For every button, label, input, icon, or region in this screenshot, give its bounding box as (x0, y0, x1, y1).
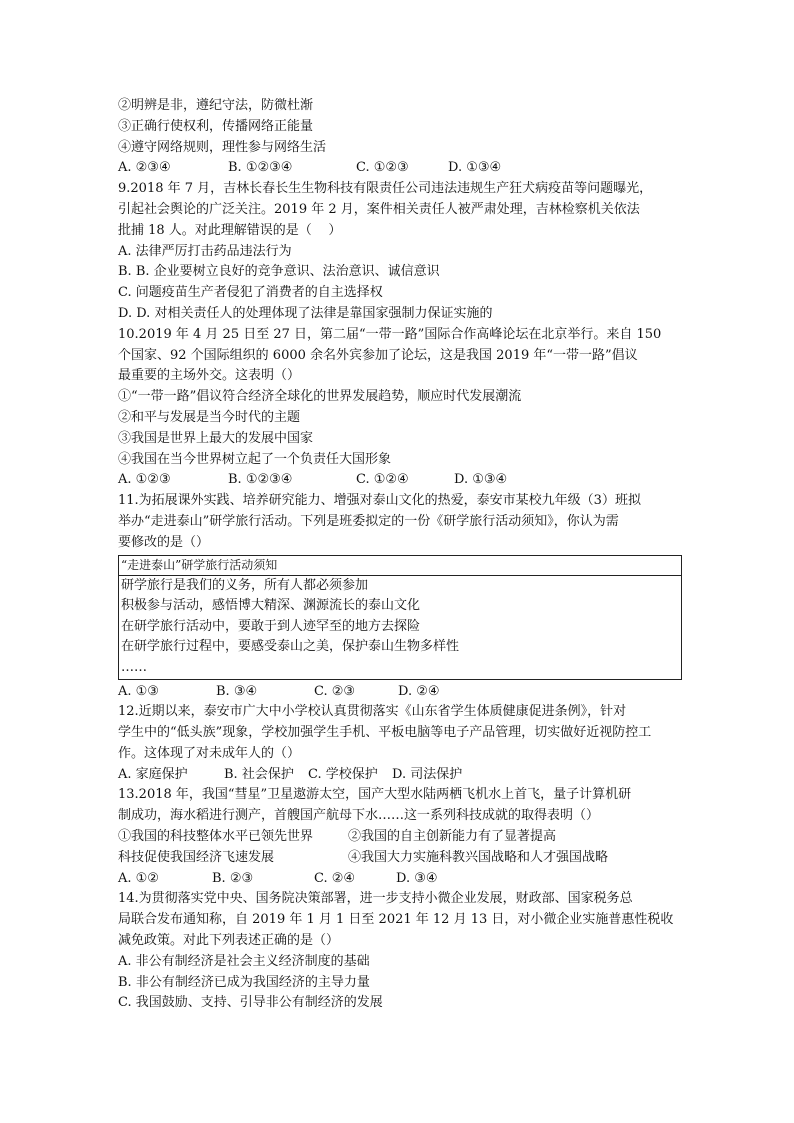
option-a: A. 非公有制经济是社会主义经济制度的基础 (118, 953, 370, 969)
choice-row (118, 848, 688, 869)
question-text: 要修改的是（） (118, 534, 210, 550)
option-a: A. 家庭保护 (118, 766, 188, 782)
option-d: D. ①③④ (448, 160, 502, 176)
option-c: C. ①②③ (356, 160, 409, 176)
question-text: 14.为贯彻落实党中央、国务院决策部署，进一步支持小微企业发展，财政部、国家税务总 (118, 891, 633, 907)
question-text: 作。这体现了对未成年人的（） (118, 745, 301, 761)
notice-row: 在研学旅行过程中，要感受泰山之美，保护泰山生物多样性 (121, 639, 460, 655)
question-10 (118, 325, 688, 491)
notice-row: 研学旅行是我们的义务，所有人都必须参加 (121, 577, 369, 593)
choice-item: ②明辨是非，遵纪守法，防微杜渐 (118, 98, 314, 113)
option-c: C. ②③ (314, 683, 356, 699)
option-d: D. ③④ (396, 870, 438, 886)
choice-item: ①我国的科技整体水平已领先世界 (118, 829, 314, 845)
answer-options (118, 765, 688, 786)
question-13 (118, 785, 688, 889)
question-text: 减免政策。对此下列表述正确的是（） (118, 933, 340, 949)
question-text: 个国家、92 个国际组织的 6000 余名外宾参加了论坛，这是我国 2019 年“一带一路”倡议 (118, 347, 638, 363)
question-text: 学生中的“低头族”现象，学校加强学生手机、平板电脑等电子产品管理，切实做好近视防控工 (118, 725, 652, 741)
question-text: 举办“走进泰山”研学旅行活动。下列是班委拟定的一份《研学旅行活动须知》，你认为需 (118, 513, 619, 529)
question-14 (118, 889, 688, 1014)
question-text: 11.为拓展课外实践、培养研究能力、增强对泰山文化的热爱，泰安市某校九年级（3）班拟 (118, 493, 641, 509)
notice-row: …… (121, 659, 147, 675)
option-b: B. 非公有制经济已成为我国经济的主导力量 (118, 974, 370, 990)
option-c: C. 学校保护 (308, 766, 378, 782)
option-b: B. ①②③④ (228, 472, 293, 488)
choice-item: ②我国的自主创新能力有了显著提高 (348, 829, 557, 845)
option-b: B. ③④ (216, 683, 258, 699)
option-a: A. 法律严厉打击药品违法行为 (118, 243, 292, 259)
answer-options (118, 682, 688, 703)
question-text: 10.2019 年 4 月 25 日至 27 日，第二届“一带一路”国际合作高峰论坛在北京举行。来自 150 (118, 326, 662, 342)
question-9 (118, 179, 688, 325)
choice-item: ④我国在当今世界树立起了一个负责任大国形象 (118, 451, 392, 467)
choice-row (118, 827, 688, 848)
prev-question (118, 96, 688, 179)
option-c: C. ②④ (314, 870, 356, 886)
choice-item: ③正确行使权利，传播网络正能量 (118, 118, 314, 134)
question-text: 9.2018 年 7 月，吉林长春长生生物科技有限责任公司违法违规生产狂犬病疫苗等问题曝光， (118, 181, 653, 197)
question-text: 制成功，海水稻进行测产，首艘国产航母下水……这一系列科技成就的取得表明（） (118, 808, 600, 824)
notice-row: 在研学旅行活动中，要敢于到人迹罕至的地方去探险 (121, 618, 421, 634)
option-c: C. 我国鼓励、支持、引导非公有制经济的发展 (118, 995, 383, 1011)
choice-item: 科技促使我国经济飞速发展 (118, 849, 275, 865)
option-b: B. ②③ (212, 870, 254, 886)
option-b: B. B. 企业要树立良好的竞争意识、法治意识、诚信意识 (118, 264, 440, 280)
question-text: 13.2018 年，我国“彗星”卫星遨游太空，国产大型水陆两栖飞机水上首飞，量子计算机研 (118, 787, 632, 803)
choice-item: ③我国是世界上最大的发展中国家 (118, 430, 314, 446)
option-c: C. ①②④ (356, 472, 409, 488)
option-a: A. ①③ (118, 683, 159, 699)
option-d: D. D. 对相关责任人的处理体现了法律是靠国家强制力保证实施的 (118, 305, 493, 321)
exam-page (118, 96, 688, 1014)
option-c: C. 问题疫苗生产者侵犯了消费者的自主选择权 (118, 285, 383, 301)
choice-item: ④遵守网络规则，理性参与网络生活 (118, 139, 327, 155)
notice-box (118, 555, 682, 680)
option-d: D. ①③④ (454, 472, 508, 488)
question-12 (118, 702, 688, 785)
option-b: B. 社会保护 (224, 766, 294, 782)
notice-title: “走进泰山”研学旅行活动须知 (119, 556, 681, 576)
question-text: 12.近期以来，泰安市广大中小学校认真贯彻落实《山东省学生体质健康促进条例》，针对 (118, 704, 627, 720)
question-text: 批捕 18 人。对此理解错误的是（ ） (118, 222, 342, 238)
question-text: 局联合发布通知称，自 2019 年 1 月 1 日至 2021 年 12 月 13 日，对小微企业实施普惠性税收 (118, 912, 674, 928)
answer-options (118, 158, 688, 179)
option-d: D. ②④ (398, 683, 440, 699)
choice-item: ④我国大力实施科教兴国战略和人才强国战略 (348, 849, 609, 865)
option-a: A. ①②③ (118, 472, 171, 488)
question-text: 引起社会舆论的广泛关注。2019 年 2 月，案件相关责任人被严肃处理，吉林检察机关依法 (118, 201, 640, 217)
choice-item: ①“一带一路”倡议符合经济全球化的世界发展趋势，顺应时代发展潮流 (118, 389, 522, 405)
question-text: 最重要的主场外交。这表明（） (118, 368, 301, 384)
question-11 (118, 491, 688, 702)
option-d: D. 司法保护 (392, 766, 463, 782)
answer-options (118, 470, 688, 491)
option-b: B. ①②③④ (228, 160, 293, 176)
answer-options (118, 869, 688, 890)
option-a: A. ②③④ (118, 160, 171, 176)
option-a: A. ①② (118, 870, 159, 886)
notice-row: 积极参与活动，感悟博大精深、渊源流长的泰山文化 (121, 598, 421, 614)
choice-item: ②和平与发展是当今时代的主题 (118, 409, 301, 425)
